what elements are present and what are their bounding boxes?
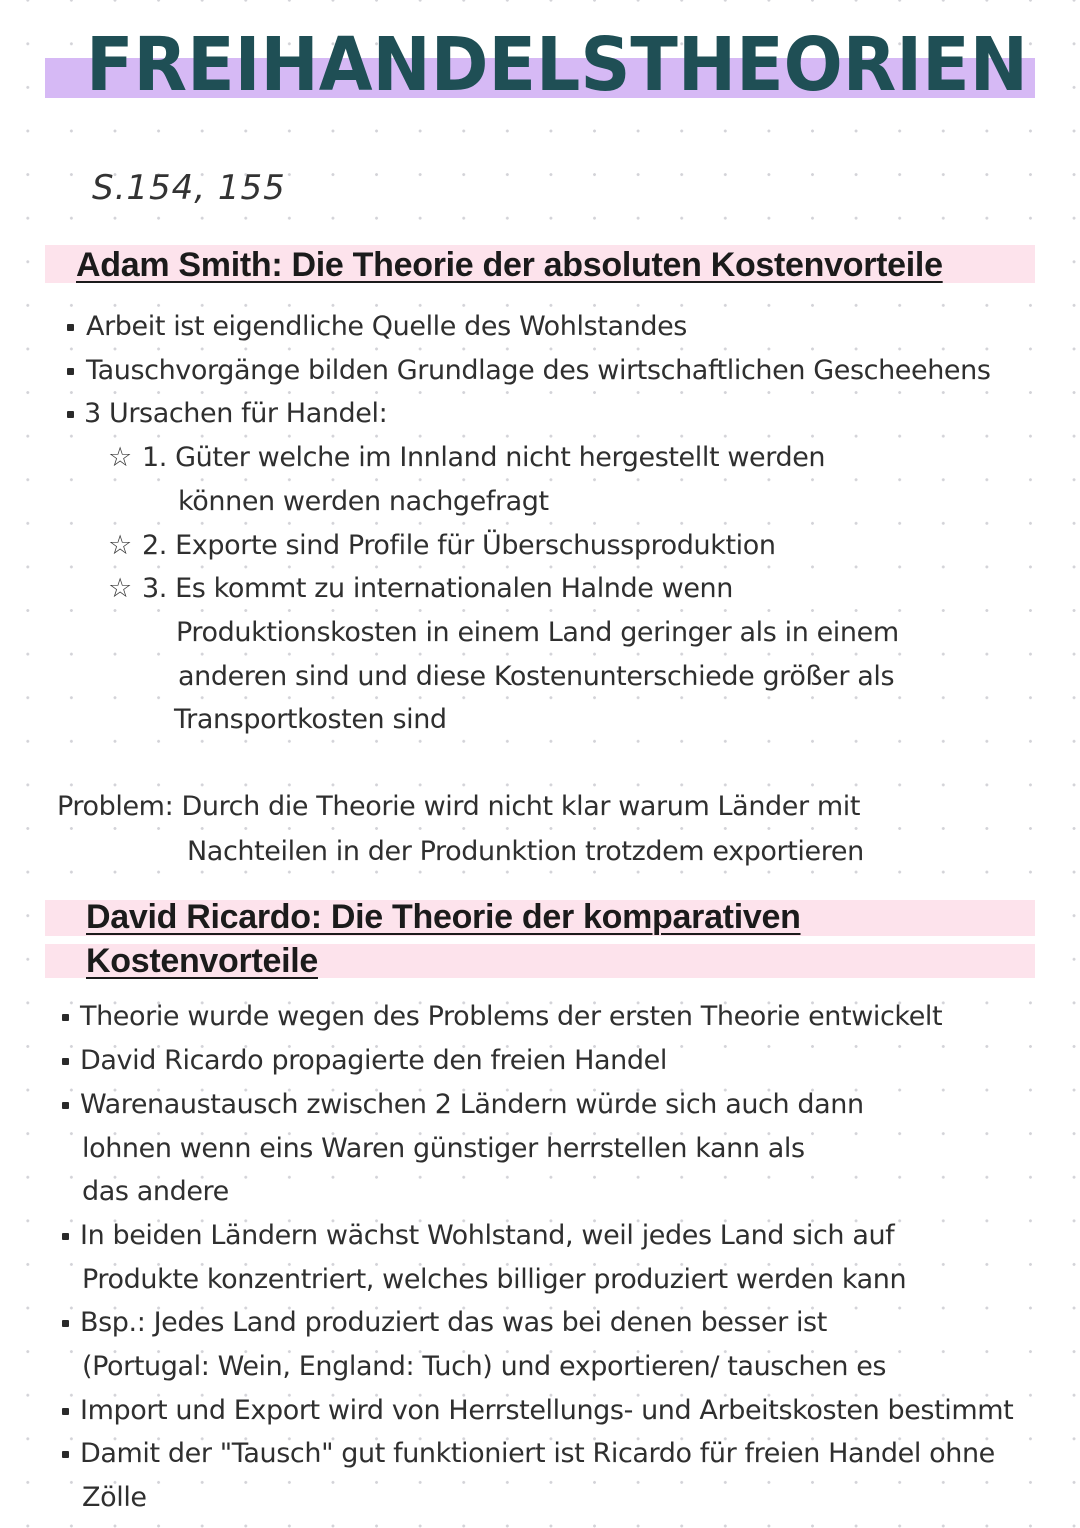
star-icon: ☆ (108, 442, 133, 473)
ricardo-heading: Kostenvorteile (86, 942, 318, 980)
bullet-marker (62, 1408, 69, 1415)
bullet-marker (62, 1014, 69, 1021)
smith-cause-line: Transportkosten sind (174, 704, 447, 735)
ricardo-bullet: Damit der "Tausch" gut funktioniert ist Ricardo für freien Handel ohne (80, 1438, 995, 1469)
bullet-marker (62, 1233, 69, 1240)
ricardo-bullet: In beiden Ländern wächst Wohlstand, weil jedes Land sich auf (80, 1220, 895, 1251)
ricardo-bullet: Warenaustausch zwischen 2 Ländern würde sich auch dann (80, 1089, 864, 1120)
star-icon: ☆ (108, 530, 133, 561)
ricardo-heading: David Ricardo: Die Theorie der komparativen (86, 898, 801, 936)
bullet-marker (62, 1058, 69, 1065)
smith-cause-line: anderen sind und diese Kostenunterschiede größer als (178, 661, 895, 692)
smith-cause-line: 2. Exporte sind Profile für Überschussproduktion (142, 530, 776, 561)
smith-cause-line: 1. Güter welche im Innland nicht hergestellt werden (142, 442, 826, 473)
ricardo-bullet: Theorie wurde wegen des Problems der ersten Theorie entwickelt (80, 1001, 943, 1032)
smith-bullet: 3 Ursachen für Handel: (84, 398, 388, 429)
smith-bullet: Tauschvorgänge bilden Grundlage des wirtschaftlichen Gescheehens (86, 355, 991, 386)
bullet-marker (62, 1320, 69, 1327)
smith-cause-line: können werden nachgefragt (178, 486, 549, 517)
smith-cause-line: 3. Es kommt zu internationalen Halnde wenn (142, 573, 733, 604)
star-icon: ☆ (108, 573, 133, 604)
ricardo-bullet-cont: Zölle (82, 1482, 147, 1513)
page-reference: S.154, 155 (92, 168, 286, 208)
ricardo-bullet-cont: (Portugal: Wein, England: Tuch) und exportieren/ tauschen es (82, 1351, 887, 1382)
ricardo-bullet-cont: lohnen wenn eins Waren günstiger herrstellen kann als (82, 1133, 805, 1164)
smith-cause-line: Produktionskosten in einem Land geringer als in einem (176, 617, 899, 648)
bullet-marker (62, 1102, 69, 1109)
bullet-marker (67, 324, 74, 331)
ricardo-bullet-cont: das andere (82, 1176, 229, 1207)
smith-heading: Adam Smith: Die Theorie der absoluten Kostenvorteile (76, 246, 943, 284)
bullet-marker (62, 1451, 69, 1458)
problem-text: Problem: Durch die Theorie wird nicht klar warum Länder mit (57, 791, 861, 822)
bullet-marker (67, 411, 74, 418)
ricardo-bullet: Bsp.: Jedes Land produziert das was bei denen besser ist (80, 1307, 827, 1338)
smith-bullet: Arbeit ist eigendliche Quelle des Wohlstandes (86, 311, 687, 342)
bullet-marker (67, 368, 74, 375)
ricardo-bullet: David Ricardo propagierte den freien Handel (80, 1045, 667, 1076)
page-title: FREIHANDELSTHEORIEN (86, 22, 1028, 108)
ricardo-bullet: Import und Export wird von Herrstellungs- und Arbeitskosten bestimmt (80, 1395, 1014, 1426)
ricardo-bullet-cont: Produkte konzentriert, welches billiger produziert werden kann (82, 1264, 907, 1295)
problem-text: Nachteilen in der Produnktion trotzdem exportieren (187, 836, 864, 867)
